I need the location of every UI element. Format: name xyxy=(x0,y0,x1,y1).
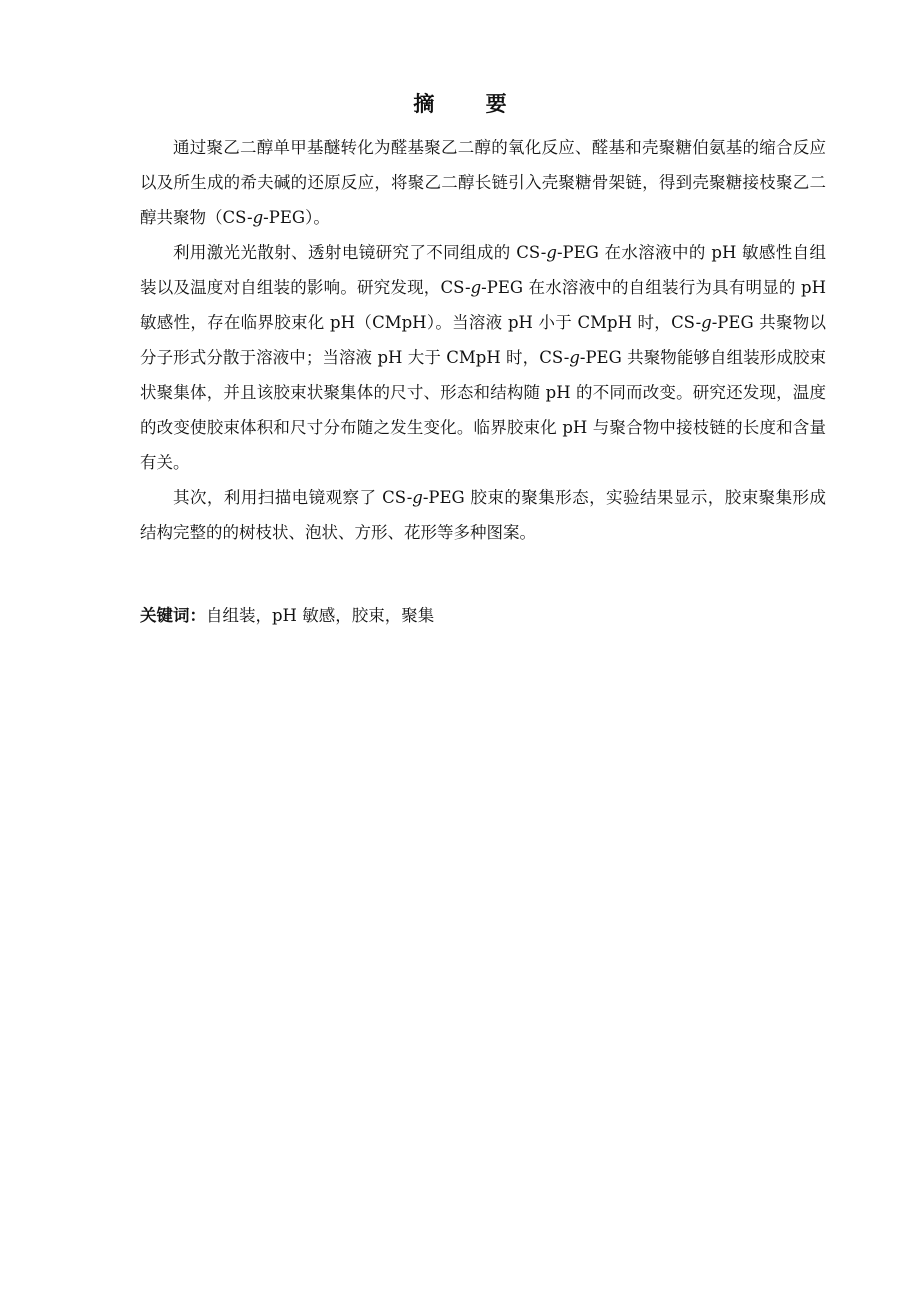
keywords-line xyxy=(140,601,826,631)
abstract-paragraph-3: 其次，利用扫描电镜观察了 CS-g-PEG 胶束的聚集形态，实验结果显示，胶束聚集形成结构完整的的树枝状、泡状、方形、花形等多种图案。 xyxy=(140,488,827,542)
keywords-label: 关键词： xyxy=(140,606,206,625)
abstract-body xyxy=(140,130,826,550)
abstract-paragraph-1: 通过聚乙二醇单甲基醚转化为醛基聚乙二醇的氧化反应、醛基和壳聚糖伯氨基的缩合反应以及所生成的希夫碱的还原反应，将聚乙二醇长链引入壳聚糖骨架链，得到壳聚糖接枝聚乙二醇共聚物（CS-g-PEG）。 xyxy=(140,138,826,227)
abstract-title: 摘 要 xyxy=(413,92,529,116)
keywords-value: 自组装，pH 敏感，胶束，聚集 xyxy=(206,606,435,625)
abstract-paragraph-2: 利用激光光散射、透射电镜研究了不同组成的 CS-g-PEG 在水溶液中的 pH 敏感性自组装以及温度对自组装的影响。研究发现，CS-g-PEG 在水溶液中的自组装行为具有明显的 pH 敏感性，存在临界胶束化 pH（CMpH）。当溶液 pH 小于 CMpH 时，CS-g-PEG 共聚物以分子形式分散于溶液中；当溶液 pH 大于 CMpH 时，CS-g-PEG 共聚物能够自组装形成胶束状聚集体，并且该胶束状聚集体的尺寸、形态和结构随 pH 的不同而改变。研究还发现，温度的改变使胶束体积和尺寸分布随之发生变化。临界胶束化 pH 与聚合物中接枝链的长度和含量有关。 xyxy=(140,243,827,472)
